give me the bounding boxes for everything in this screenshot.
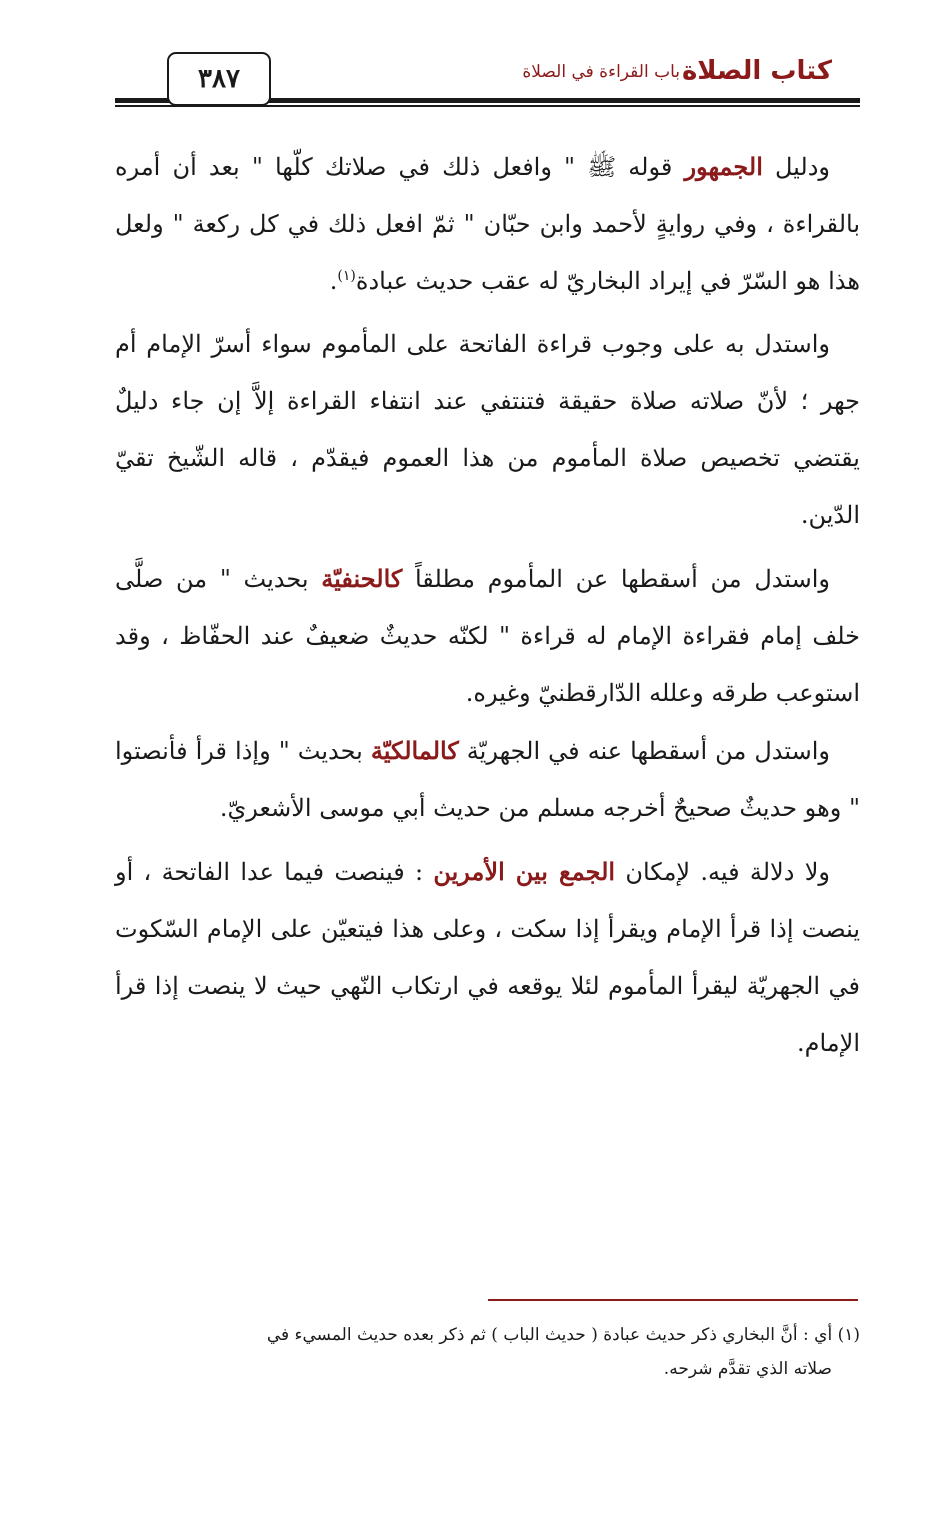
book-title: كتاب الصلاة — [681, 56, 832, 86]
paragraph-text: . — [329, 267, 338, 295]
chapter-title: باب القراءة في الصلاة — [522, 62, 680, 82]
footnote-text-continuation: صلاته الذي تقدَّم شرحه. — [663, 1359, 832, 1379]
paragraph-5 — [115, 843, 860, 1072]
highlight-term: كالمالكيّة — [370, 736, 459, 765]
paragraph-text: : فينصت فيما عدا الفاتحة ، أو ينصت إذا قرأ الإمام ويقرأ إذا سكت ، وعلى هذا فيتعيّن على الإمام السّكوت في الجهريّة ليقرأ المأموم لئلا يوقعه في ارتكاب النّهي حيث لا ينصت إذا قرأ الإمام. — [115, 858, 860, 1057]
page-number: ٣٨٧ — [167, 52, 271, 106]
paragraph-4 — [115, 722, 860, 837]
footnote-1 — [115, 1318, 860, 1386]
paragraph-text: قوله ﷺ " وافعل ذلك في صلاتك كلّها " بعد أن أمره بالقراءة ، وفي روايةٍ لأحمد وابن حبّان " ثمّ افعل ذلك في كل ركعة " ولعل هذا هو السّرّ في إيراد البخاريّ له عقب حديث عبادة — [115, 153, 860, 295]
highlight-term: الجمهور — [684, 152, 763, 181]
paragraph-text: بحديث " من صلَّى خلف إمام فقراءة الإمام له قراءة " لكنّه حديثٌ ضعيفٌ عند الحفّاظ ، وقد استوعب طرقه وعلله الدّارقطنيّ وغيره. — [115, 565, 860, 707]
paragraph-1 — [115, 138, 860, 310]
paragraph-text: ولا دلالة فيه. لإمكان — [615, 858, 830, 886]
footnote-separator — [488, 1299, 858, 1301]
highlight-term: كالحنفيّة — [321, 564, 403, 593]
paragraph-text: ودليل — [762, 153, 830, 181]
footnote-number: (١) — [837, 1325, 860, 1345]
highlight-term: الجمع بين الأمرين — [433, 857, 616, 886]
footnote-reference[interactable]: (١) — [337, 268, 356, 284]
main-text — [115, 138, 860, 1078]
footnote-text: أي : أنَّ البخاري ذكر حديث عبادة ( حديث الباب ) ثم ذكر بعده حديث المسيء في — [266, 1325, 833, 1345]
paragraph-text: واستدل من أسقطها عن المأموم مطلقاً — [402, 565, 830, 593]
paragraph-2 — [115, 316, 860, 544]
page-header — [115, 52, 860, 110]
paragraph-text: واستدل به على وجوب قراءة الفاتحة على المأموم سواء أسرّ الإمام أم جهر ؛ لأنّ صلاته صلاة حقيقة فتنتفي عند انتفاء القراءة إلاَّ إن جاء دليلٌ يقتضي تخصيص صلاة المأموم من هذا العموم فيقدّم ، قاله الشّيخ تقيّ الدّين. — [115, 330, 860, 529]
paragraph-text: بحديث " وإذا قرأ فأنصتوا " وهو حديثٌ صحيحٌ أخرجه مسلم من حديث أبي موسى الأشعريّ. — [115, 737, 860, 822]
paragraph-text: واستدل من أسقطها عنه في الجهريّة — [458, 737, 830, 765]
paragraph-3 — [115, 550, 860, 722]
